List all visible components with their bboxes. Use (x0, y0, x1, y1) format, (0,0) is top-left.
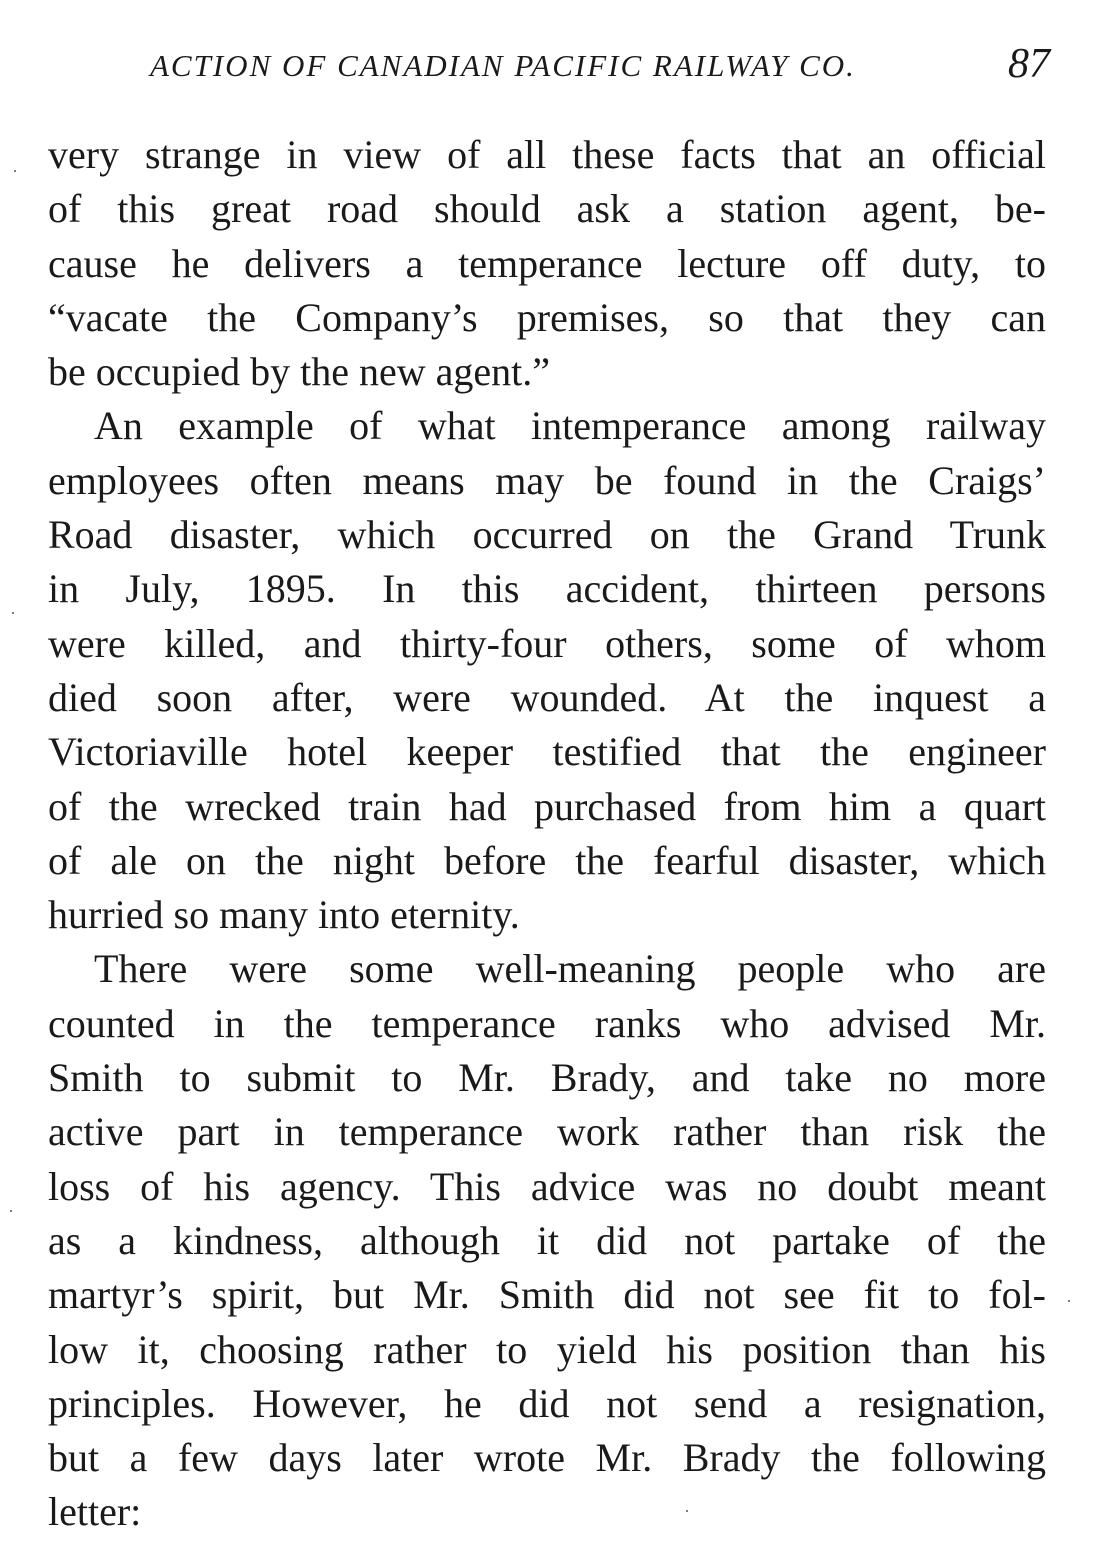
text-line: Victoriaville hotel keeper testified that the engineer (48, 729, 1046, 775)
text-line: employees often means may be found in the Craigs’ (48, 457, 1046, 503)
running-title: ACTION OF CANADIAN PACIFIC RAILWAY CO. (150, 48, 856, 83)
text-line: Road disaster, which occurred on the Grand Trunk (48, 512, 1046, 558)
text-line: hurried so many into eternity. (48, 892, 520, 938)
text-line: Smith to submit to Mr. Brady, and take no more (48, 1055, 1046, 1101)
scan-speck (686, 1510, 688, 1512)
text-line: loss of his agency. This advice was no doubt meant (48, 1163, 1046, 1209)
text-line: of this great road should ask a station agent, be- (48, 186, 1046, 232)
text-line: “vacate the Company’s premises, so that they can (48, 294, 1046, 340)
text-line: letter: (48, 1489, 142, 1535)
text-line: counted in the temperance ranks who advised Mr. (48, 1000, 1046, 1046)
body-text (48, 128, 1046, 1540)
text-line: were killed, and thirty-four others, some of whom (48, 620, 1046, 666)
page-number: 87 (1008, 41, 1050, 87)
text-line: active part in temperance work rather than risk the (48, 1109, 1046, 1155)
text-line: but a few days later wrote Mr. Brady the following (48, 1435, 1046, 1481)
text-line: as a kindness, although it did not partake of the (48, 1217, 1046, 1263)
text-line: of ale on the night before the fearful disaster, which (48, 837, 1046, 883)
text-line: There were some well-meaning people who are (94, 946, 1046, 992)
text-line: died soon after, were wounded. At the inquest a (48, 674, 1046, 720)
running-head (150, 40, 1050, 100)
text-line: principles. However, he did not send a resignation, (48, 1380, 1046, 1426)
scan-speck (12, 612, 14, 614)
text-line: cause he delivers a temperance lecture off duty, to (48, 240, 1046, 286)
text-line: An example of what intemperance among railway (94, 403, 1046, 449)
text-line: low it, choosing rather to yield his position than his (48, 1326, 1046, 1372)
scan-speck (14, 170, 16, 172)
scan-speck (10, 1210, 12, 1212)
text-line: of the wrecked train had purchased from him a quart (48, 783, 1046, 829)
scan-speck (1068, 1300, 1070, 1302)
text-line: in July, 1895. In this accident, thirteen persons (48, 566, 1046, 612)
text-line: martyr’s spirit, but Mr. Smith did not see fit to fol- (48, 1272, 1046, 1318)
text-line: be occupied by the new agent.” (48, 349, 551, 395)
text-line: very strange in view of all these facts that an official (48, 132, 1046, 177)
